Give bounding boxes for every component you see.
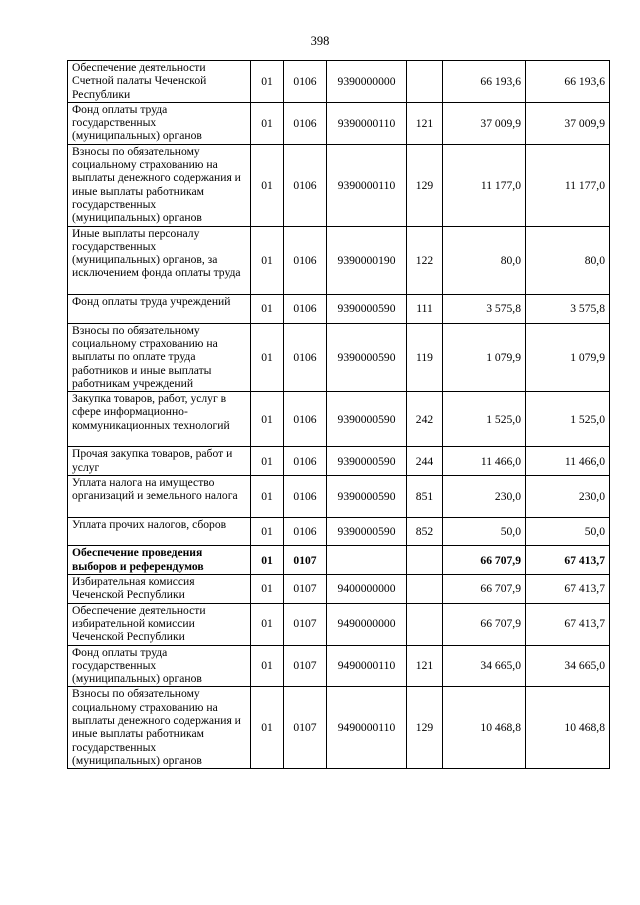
- subsection-code: 0107: [284, 687, 327, 769]
- table-body: [68, 61, 610, 769]
- section-code: 01: [251, 102, 284, 144]
- table-row: [68, 517, 610, 546]
- target-article-code: 9390000110: [327, 144, 407, 226]
- amount-year-2: 11 466,0: [526, 447, 610, 476]
- table-row: [68, 102, 610, 144]
- table-row: [68, 546, 610, 575]
- amount-year-1: 10 468,8: [443, 687, 526, 769]
- table-row: [68, 144, 610, 226]
- row-name: Прочая закупка товаров, работ и услуг: [68, 447, 251, 476]
- expense-type-code: 851: [407, 475, 443, 517]
- section-code: 01: [251, 517, 284, 546]
- table-row: [68, 447, 610, 476]
- budget-table: [67, 60, 610, 769]
- amount-year-2: 1 079,9: [526, 323, 610, 392]
- target-article-code: 9390000590: [327, 295, 407, 324]
- expense-type-code: 129: [407, 687, 443, 769]
- amount-year-2: 3 575,8: [526, 295, 610, 324]
- amount-year-2: 66 193,6: [526, 61, 610, 103]
- subsection-code: 0106: [284, 323, 327, 392]
- section-code: 01: [251, 603, 284, 645]
- table-row: [68, 392, 610, 447]
- target-article-code: 9400000000: [327, 575, 407, 604]
- expense-type-code: 122: [407, 226, 443, 295]
- section-code: 01: [251, 144, 284, 226]
- page-number: 398: [310, 34, 330, 48]
- subsection-code: 0106: [284, 447, 327, 476]
- section-code: 01: [251, 295, 284, 324]
- amount-year-1: 3 575,8: [443, 295, 526, 324]
- subsection-code: 0106: [284, 475, 327, 517]
- row-name: Обеспечение деятельности избирательной комиссии Чеченской Республики: [68, 603, 251, 645]
- amount-year-2: 34 665,0: [526, 645, 610, 687]
- amount-year-1: 66 193,6: [443, 61, 526, 103]
- target-article-code: 9390000590: [327, 323, 407, 392]
- amount-year-1: 34 665,0: [443, 645, 526, 687]
- expense-type-code: 852: [407, 517, 443, 546]
- section-code: 01: [251, 687, 284, 769]
- target-article-code: 9390000110: [327, 102, 407, 144]
- row-name: Фонд оплаты труда государственных (муниципальных) органов: [68, 102, 251, 144]
- subsection-code: 0106: [284, 517, 327, 546]
- amount-year-2: 67 413,7: [526, 546, 610, 575]
- row-name: Уплата налога на имущество организаций и земельного налога: [68, 475, 251, 517]
- subsection-code: 0106: [284, 102, 327, 144]
- amount-year-1: 66 707,9: [443, 575, 526, 604]
- row-name: Обеспечение деятельности Счетной палаты Чеченской Республики: [68, 61, 251, 103]
- row-name: Взносы по обязательному социальному страхованию на выплаты по оплате труда работников и иные выплаты работникам учреждений: [68, 323, 251, 392]
- target-article-code: 9490000110: [327, 645, 407, 687]
- subsection-code: 0107: [284, 546, 327, 575]
- section-code: 01: [251, 645, 284, 687]
- table-row: [68, 61, 610, 103]
- expense-type-code: 119: [407, 323, 443, 392]
- table-row: [68, 645, 610, 687]
- subsection-code: 0106: [284, 226, 327, 295]
- amount-year-1: 80,0: [443, 226, 526, 295]
- subsection-code: 0106: [284, 392, 327, 447]
- target-article-code: 9490000110: [327, 687, 407, 769]
- section-code: 01: [251, 447, 284, 476]
- target-article-code: [327, 546, 407, 575]
- amount-year-1: 37 009,9: [443, 102, 526, 144]
- table-row: [68, 475, 610, 517]
- amount-year-1: 11 466,0: [443, 447, 526, 476]
- amount-year-1: 66 707,9: [443, 546, 526, 575]
- expense-type-code: [407, 546, 443, 575]
- subsection-code: 0106: [284, 61, 327, 103]
- amount-year-2: 10 468,8: [526, 687, 610, 769]
- amount-year-2: 67 413,7: [526, 603, 610, 645]
- expense-type-code: [407, 603, 443, 645]
- amount-year-1: 50,0: [443, 517, 526, 546]
- target-article-code: 9490000000: [327, 603, 407, 645]
- amount-year-1: 66 707,9: [443, 603, 526, 645]
- expense-type-code: 121: [407, 102, 443, 144]
- amount-year-2: 80,0: [526, 226, 610, 295]
- target-article-code: 9390000590: [327, 392, 407, 447]
- row-name: Закупка товаров, работ, услуг в сфере информационно-коммуникационных технологий: [68, 392, 251, 447]
- target-article-code: 9390000000: [327, 61, 407, 103]
- table-row: [68, 295, 610, 324]
- amount-year-2: 67 413,7: [526, 575, 610, 604]
- amount-year-1: 11 177,0: [443, 144, 526, 226]
- amount-year-2: 50,0: [526, 517, 610, 546]
- amount-year-2: 11 177,0: [526, 144, 610, 226]
- row-name: Обеспечение проведения выборов и референдумов: [68, 546, 251, 575]
- section-code: 01: [251, 226, 284, 295]
- section-code: 01: [251, 61, 284, 103]
- row-name: Взносы по обязательному социальному страхованию на выплаты денежного содержания и иные выплаты работникам государственных (муниципальных) органов: [68, 144, 251, 226]
- subsection-code: 0107: [284, 645, 327, 687]
- amount-year-2: 1 525,0: [526, 392, 610, 447]
- amount-year-1: 1 079,9: [443, 323, 526, 392]
- section-code: 01: [251, 392, 284, 447]
- subsection-code: 0106: [284, 144, 327, 226]
- target-article-code: 9390000590: [327, 447, 407, 476]
- section-code: 01: [251, 575, 284, 604]
- table-row: [68, 687, 610, 769]
- amount-year-1: 230,0: [443, 475, 526, 517]
- row-name: Фонд оплаты труда учреждений: [68, 295, 251, 324]
- expense-type-code: 111: [407, 295, 443, 324]
- expense-type-code: 242: [407, 392, 443, 447]
- subsection-code: 0106: [284, 295, 327, 324]
- row-name: Взносы по обязательному социальному страхованию на выплаты денежного содержания и иные выплаты работникам государственных (муниципальных) органов: [68, 687, 251, 769]
- table-row: [68, 323, 610, 392]
- table-row: [68, 226, 610, 295]
- expense-type-code: 121: [407, 645, 443, 687]
- target-article-code: 9390000190: [327, 226, 407, 295]
- target-article-code: 9390000590: [327, 475, 407, 517]
- amount-year-2: 230,0: [526, 475, 610, 517]
- amount-year-1: 1 525,0: [443, 392, 526, 447]
- target-article-code: 9390000590: [327, 517, 407, 546]
- section-code: 01: [251, 323, 284, 392]
- row-name: Уплата прочих налогов, сборов: [68, 517, 251, 546]
- expense-type-code: 129: [407, 144, 443, 226]
- subsection-code: 0107: [284, 603, 327, 645]
- section-code: 01: [251, 475, 284, 517]
- expense-type-code: [407, 61, 443, 103]
- row-name: Иные выплаты персоналу государственных (муниципальных) органов, за исключением фонда оплаты труда: [68, 226, 251, 295]
- amount-year-2: 37 009,9: [526, 102, 610, 144]
- row-name: Фонд оплаты труда государственных (муниципальных) органов: [68, 645, 251, 687]
- table-row: [68, 603, 610, 645]
- table-row: [68, 575, 610, 604]
- section-code: 01: [251, 546, 284, 575]
- expense-type-code: 244: [407, 447, 443, 476]
- subsection-code: 0107: [284, 575, 327, 604]
- row-name: Избирательная комиссия Чеченской Республики: [68, 575, 251, 604]
- expense-type-code: [407, 575, 443, 604]
